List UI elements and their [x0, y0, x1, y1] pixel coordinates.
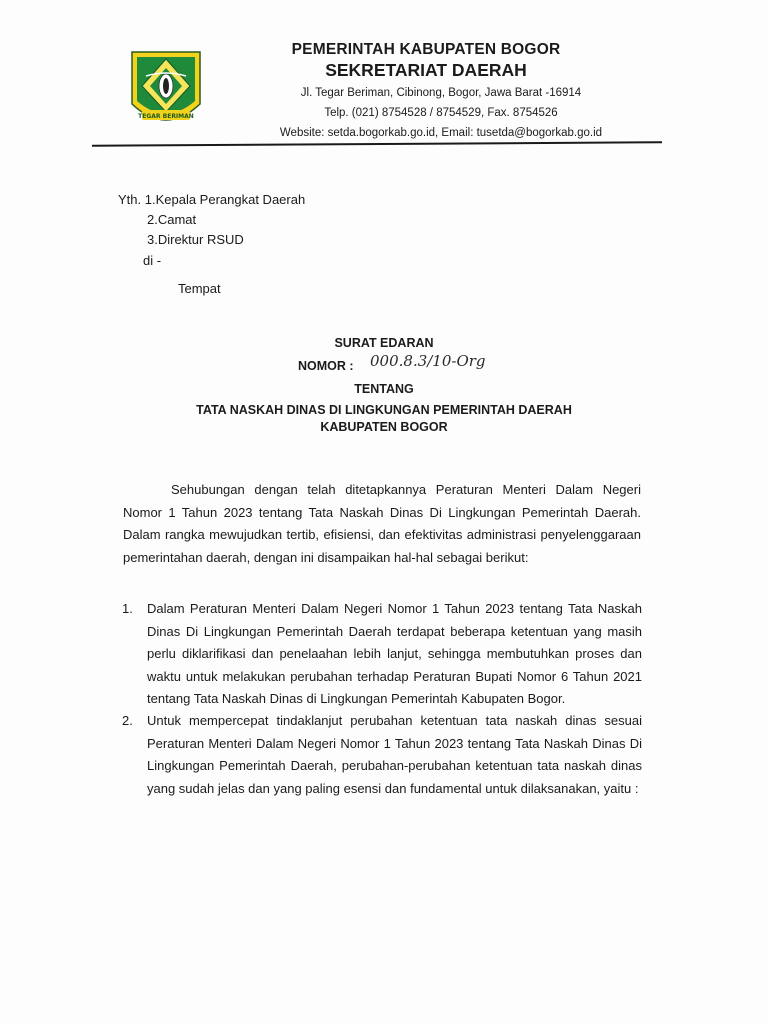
- letter-type: SURAT EDARAN: [334, 336, 434, 350]
- logo-motto: TEGAR BERIMAN: [138, 113, 194, 120]
- recipient-block: [118, 190, 305, 299]
- letterhead-address: [256, 83, 626, 143]
- recipient-item: 1.Kepala Perangkat Daerah: [144, 192, 306, 207]
- tentang-label: TENTANG: [354, 382, 414, 396]
- list-item: [122, 710, 642, 800]
- bogor-regency-emblem: [128, 46, 204, 132]
- salutation: Yth.: [118, 192, 142, 207]
- list-text: Untuk mempercepat tindaklanjut perubahan ketentuan tata naskah dinas sesuai Peraturan Menteri Dalam Negeri Nomor 1 Tahun 2023 tentang Tata Naskah Dinas Di Lingkungan Pemerintah Daerah, perubahan-perubahan ketentuan tata naskah dinas yang sudah jelas dan yang paling esensi dan fundamental untuk dilaksanakan, yaitu :: [147, 713, 642, 796]
- letterhead-divider: [92, 141, 662, 146]
- list-number: 2.: [122, 713, 133, 728]
- list-item: [122, 598, 642, 711]
- subject-line-1: TATA NASKAH DINAS DI LINGKUNGAN PEMERINTAH DAERAH: [196, 403, 572, 417]
- list-text: Dalam Peraturan Menteri Dalam Negeri Nomor 1 Tahun 2023 tentang Tata Naskah Dinas Di Lingkungan Pemerintah Daerah terdapat beberapa ketentuan yang masih perlu diklarifikasi dan penelaahan lebih lanjut, sehingga membutuhkan proses dan waktu untuk melakukan perubahan terhadap Peraturan Bupati Nomor 6 Tahun 2021 tentang Tata Naskah Dinas di Lingkungan Pemerintah Kabupaten Bogor.: [147, 601, 642, 707]
- letterhead: [226, 40, 626, 143]
- recipient-item: 2.Camat: [147, 212, 197, 227]
- subject-line-2: KABUPATEN BOGOR: [320, 420, 448, 434]
- phone-line: Telp. (021) 8754528 / 8754529, Fax. 8754526: [324, 107, 558, 119]
- recipient-di: di -: [143, 253, 162, 268]
- website-line: Website: setda.bogorkab.go.id, Email: tusetda@bogorkab.go.id: [279, 127, 603, 139]
- recipient-item: 3.Direktur RSUD: [147, 232, 244, 247]
- nomor-label: NOMOR :: [298, 359, 354, 373]
- intro-paragraph: Sehubungan dengan telah ditetapkannya Peraturan Menteri Dalam Negeri Nomor 1 Tahun 2023 tentang Tata Naskah Dinas Di Lingkungan Pemerintah Daerah. Dalam rangka mewujudkan tertib, efisiensi, dan efektivitas administrasi penyelenggaraan pemerintahan daerah, dengan ini disampaikan hal-hal sebagai berikut:: [123, 482, 641, 565]
- nomor-value: 000.8.3/10-Org: [370, 352, 486, 370]
- department-name: SEKRETARIAT DAERAH: [325, 60, 527, 80]
- recipient-place: Tempat: [178, 281, 221, 296]
- government-name: PEMERINTAH KABUPATEN BOGOR: [291, 41, 561, 58]
- list-number: 1.: [122, 601, 133, 616]
- address-line: Jl. Tegar Beriman, Cibinong, Bogor, Jawa Barat -16914: [300, 87, 582, 99]
